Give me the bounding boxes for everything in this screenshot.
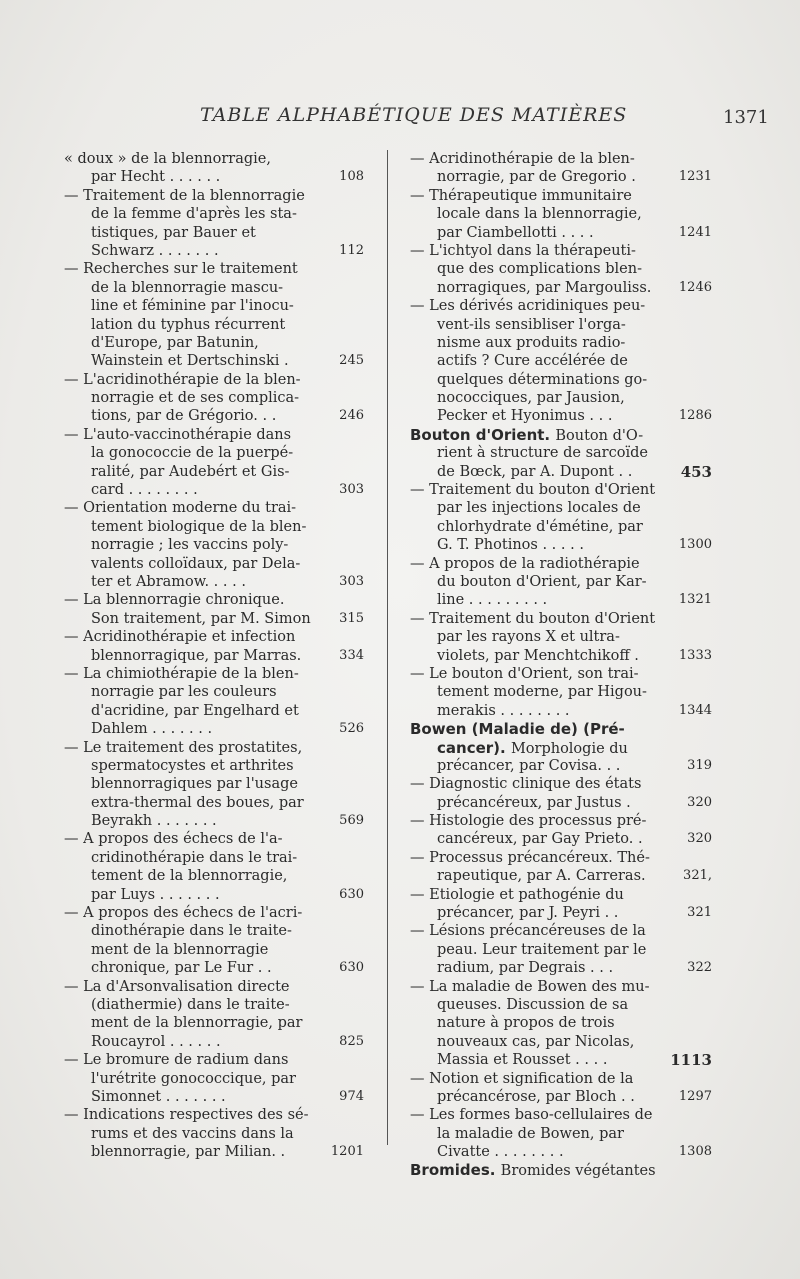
entry-line	[64, 849, 364, 867]
entry-text: blennorragiques par l'usage	[91, 776, 298, 793]
entry-line	[64, 628, 364, 646]
index-entry	[410, 1106, 712, 1161]
entry-text: — A propos de la radiothérapie	[410, 555, 640, 572]
entry-text: précancer, par J. Peyri . .	[437, 905, 619, 922]
entry-text: Bromides végétantes	[500, 1163, 656, 1180]
index-entry	[410, 849, 712, 886]
entry-text: — Recherches sur le traitement	[64, 261, 298, 278]
entry-text: précancérose, par Bloch . .	[437, 1088, 635, 1105]
entry-text: queuses. Discussion de sa	[437, 996, 629, 1013]
entry-line	[64, 739, 364, 757]
entry-line	[64, 978, 364, 996]
entry-text: merakis . . . . . . . .	[437, 702, 570, 719]
entry-text: tement moderne, par Higou-	[437, 684, 647, 701]
page-number: 1371	[723, 107, 769, 128]
page-reference: 974	[339, 1088, 364, 1104]
entry-text: chlorhydrate d'émétine, par	[437, 518, 643, 535]
entry-text: — Traitement du bouton d'Orient	[410, 610, 656, 627]
entry-text: de la femme d'après les sta-	[91, 206, 297, 223]
entry-text: ter et Abramow. . . . .	[91, 573, 246, 590]
entry-text: valents colloïdaux, par Dela-	[91, 555, 301, 572]
entry-text: spermatocystes et arthrites	[91, 757, 294, 774]
entry-text: la maladie de Bowen, par	[437, 1125, 624, 1142]
page-reference: 1344	[678, 702, 712, 718]
entry-text: précancer, par Covisa. . .	[437, 757, 621, 774]
entry-text: par les rayons X et ultra-	[437, 629, 620, 646]
entry-line	[410, 1143, 712, 1161]
entry-text: norragie et de ses complica-	[91, 390, 300, 407]
page-reference: 246	[339, 408, 364, 424]
entry-text: norragie ; les vaccins poly-	[91, 537, 289, 554]
entry-line	[410, 518, 712, 536]
page-reference: 1321	[678, 592, 712, 608]
entry-text: peau. Leur traitement par le	[437, 941, 647, 958]
entry-text: Bouton d'O-	[555, 427, 644, 444]
entry-line	[410, 720, 712, 738]
entry-text: rapeutique, par A. Carreras.	[437, 868, 646, 885]
index-entry	[64, 426, 364, 500]
entry-text: — Les dérivés acridiniques peu-	[410, 298, 646, 315]
entry-line	[64, 426, 364, 444]
entry-line	[410, 444, 712, 462]
entry-line	[410, 610, 712, 628]
entry-line	[410, 904, 712, 922]
entry-text: Dahlem . . . . . . .	[91, 721, 213, 738]
page-reference: 303	[339, 482, 364, 498]
entry-text: norragie, par de Gregorio .	[437, 169, 636, 186]
entry-text: de la blennorragie mascu-	[91, 279, 284, 296]
entry-line	[64, 297, 364, 315]
entry-line	[64, 720, 364, 738]
entry-line	[410, 849, 712, 867]
entry-line	[410, 389, 712, 407]
index-entry	[64, 904, 364, 978]
page-reference: 1297	[678, 1088, 712, 1104]
entry-line	[64, 1143, 364, 1161]
page-reference: 112	[339, 242, 364, 258]
index-entry	[64, 978, 364, 1052]
entry-text: — Indications respectives des sé-	[64, 1107, 309, 1124]
entry-line	[64, 573, 364, 591]
entry-line	[410, 1033, 712, 1051]
entry-line	[410, 978, 712, 996]
index-entry	[410, 555, 712, 610]
entry-text: Beyrakh . . . . . . .	[91, 813, 217, 830]
entry-line	[410, 922, 712, 940]
entry-text: nisme aux produits radio-	[437, 334, 626, 351]
entry-line	[64, 830, 364, 848]
index-entry	[64, 150, 364, 187]
index-entry	[64, 591, 364, 628]
index-entry	[410, 922, 712, 977]
page-reference: 1201	[330, 1144, 364, 1160]
entry-line	[64, 886, 364, 904]
index-column-left	[64, 150, 364, 1161]
index-entry	[410, 610, 712, 665]
entry-line	[410, 739, 712, 757]
entry-line	[410, 757, 712, 775]
entry-line	[410, 1070, 712, 1088]
page-reference: 453	[680, 462, 712, 481]
entry-line	[410, 371, 712, 389]
entry-text: Pecker et Hyonimus . . .	[437, 408, 613, 425]
entry-line	[410, 1051, 712, 1069]
entry-line	[64, 1125, 364, 1143]
entry-text: tement biologique de la blen-	[91, 518, 307, 535]
index-entry	[64, 628, 364, 665]
entry-text: line et féminine par l'inocu-	[91, 298, 294, 315]
entry-text: — L'ichtyol dans la thérapeuti-	[410, 242, 636, 259]
page-title: TABLE ALPHABÉTIQUE DES MATIÈRES	[200, 104, 628, 126]
entry-line	[64, 316, 364, 334]
entry-line	[64, 536, 364, 554]
entry-line	[410, 168, 712, 186]
entry-text: Schwarz . . . . . . .	[91, 242, 219, 259]
column-divider	[387, 150, 388, 1145]
page-reference: 1231	[678, 169, 712, 185]
entry-text: — Le traitement des prostatites,	[64, 739, 303, 756]
entry-line	[410, 1161, 712, 1179]
index-entry	[64, 187, 364, 261]
entry-text: (diathermie) dans le traite-	[91, 996, 290, 1013]
entry-text: — L'auto-vaccinothérapie dans	[64, 426, 292, 443]
entry-line	[410, 352, 712, 370]
entry-line	[64, 187, 364, 205]
entry-text: — Orientation moderne du trai-	[64, 500, 297, 517]
entry-line	[64, 959, 364, 977]
entry-line	[410, 996, 712, 1014]
entry-text: — A propos des échecs de l'acri-	[64, 905, 303, 922]
entry-text: radium, par Degrais . . .	[437, 960, 614, 977]
entry-text: ralité, par Audebért et Gis-	[91, 463, 290, 480]
entry-line	[410, 187, 712, 205]
entry-text: — La maladie de Bowen des mu-	[410, 978, 650, 995]
entry-text: — Le bromure de radium dans	[64, 1052, 289, 1069]
entry-line	[64, 1070, 364, 1088]
entry-line	[64, 205, 364, 223]
page-reference: 322	[687, 960, 712, 976]
entry-line	[410, 959, 712, 977]
entry-text: chronique, par Le Fur . .	[91, 960, 272, 977]
entry-text: vent-ils sensibliser l'orga-	[437, 316, 626, 333]
entry-line	[64, 904, 364, 922]
entry-line	[64, 922, 364, 940]
entry-text: d'acridine, par Engelhard et	[91, 702, 299, 719]
entry-line	[410, 297, 712, 315]
entry-line	[410, 481, 712, 499]
entry-line	[64, 352, 364, 370]
entry-line	[64, 1088, 364, 1106]
entry-line	[410, 150, 712, 168]
entry-text: Civatte . . . . . . . .	[437, 1144, 564, 1161]
entry-line	[64, 794, 364, 812]
entry-heading: Bouton d'Orient.	[410, 425, 556, 444]
entry-line	[410, 224, 712, 242]
entry-heading: Bowen (Maladie de) (Pré-	[410, 720, 625, 739]
entry-line	[64, 407, 364, 425]
entry-text: line . . . . . . . . .	[437, 592, 548, 609]
index-entry	[410, 665, 712, 720]
entry-line	[410, 794, 712, 812]
index-column-right	[410, 150, 712, 1180]
entry-line	[410, 941, 712, 959]
page-reference: 569	[339, 813, 364, 829]
entry-line	[410, 775, 712, 793]
entry-line	[64, 775, 364, 793]
entry-line	[410, 1125, 712, 1143]
entry-text: de Bœck, par A. Dupont . .	[437, 463, 633, 480]
entry-text: ment de la blennorragie, par	[91, 1015, 303, 1032]
page-reference: 334	[339, 647, 364, 663]
index-entry	[64, 1106, 364, 1161]
page-reference: 245	[339, 353, 364, 369]
entry-line	[64, 444, 364, 462]
entry-line	[64, 941, 364, 959]
entry-text: — Les formes baso-cellulaires de	[410, 1107, 653, 1124]
entry-text: — Thérapeutique immunitaire	[410, 187, 632, 204]
page-reference: 630	[339, 960, 364, 976]
entry-line	[64, 1033, 364, 1051]
index-entry	[64, 371, 364, 426]
entry-text: Morphologie du	[510, 740, 628, 757]
entry-text: — Etiologie et pathogénie du	[410, 886, 624, 903]
entry-line	[64, 812, 364, 830]
page-reference: 315	[339, 610, 364, 626]
entry-text: extra-thermal des boues, par	[91, 794, 304, 811]
entry-text: par Hecht . . . . . .	[91, 169, 221, 186]
entry-line	[64, 260, 364, 278]
entry-text: norragiques, par Margouliss.	[437, 279, 652, 296]
entry-text: précancéreux, par Justus .	[437, 794, 631, 811]
entry-text: blennorragie, par Milian. .	[91, 1144, 286, 1161]
entry-text: nouveaux cas, par Nicolas,	[437, 1033, 635, 1050]
entry-line	[410, 886, 712, 904]
entry-line	[64, 683, 364, 701]
entry-line	[410, 407, 712, 425]
entry-line	[64, 481, 364, 499]
index-entry	[410, 720, 712, 775]
index-entry	[410, 886, 712, 923]
entry-line	[410, 628, 712, 646]
page-reference: 630	[339, 886, 364, 902]
entry-text: Wainstein et Dertschinski .	[91, 353, 289, 370]
entry-text: — Le bouton d'Orient, son trai-	[410, 665, 639, 682]
entry-line	[410, 573, 712, 591]
entry-text: G. T. Photinos . . . . .	[437, 537, 584, 554]
index-entry	[410, 1161, 712, 1179]
entry-text: — A propos des échecs de l'a-	[64, 831, 283, 848]
entry-text: la gonococcie de la puerpé-	[91, 445, 294, 462]
entry-text: d'Europe, par Batunin,	[91, 334, 259, 351]
entry-line	[410, 334, 712, 352]
entry-text: violets, par Menchtchikoff .	[437, 647, 639, 664]
entry-line	[64, 150, 364, 168]
entry-text: — La chimiothérapie de la blen-	[64, 665, 299, 682]
entry-text: rient à structure de sarcoïde	[437, 445, 648, 462]
entry-text: cancéreux, par Gay Prieto. .	[437, 831, 643, 848]
index-entry	[64, 1051, 364, 1106]
entry-text: actifs ? Cure accélérée de	[437, 353, 628, 370]
entry-text: nococciques, par Jausion,	[437, 390, 625, 407]
entry-text: tement de la blennorragie,	[91, 868, 288, 885]
entry-line	[64, 242, 364, 260]
page-reference: 825	[339, 1033, 364, 1049]
entry-line	[64, 499, 364, 517]
entry-text: card . . . . . . . .	[91, 482, 198, 499]
entry-text: — Traitement de la blennorragie	[64, 187, 305, 204]
entry-text: que des complications blen-	[437, 261, 642, 278]
entry-line	[64, 1106, 364, 1124]
index-entry	[410, 1070, 712, 1107]
entry-line	[64, 665, 364, 683]
page-reference: 108	[339, 169, 364, 185]
entry-line	[64, 389, 364, 407]
page-reference: 321,	[683, 868, 712, 884]
entry-text: norragie par les couleurs	[91, 684, 277, 701]
page-reference: 526	[339, 721, 364, 737]
entry-line	[64, 1051, 364, 1069]
entry-line	[64, 591, 364, 609]
entry-text: — Diagnostic clinique des états	[410, 776, 642, 793]
index-entry	[410, 242, 712, 297]
entry-text: par Luys . . . . . . .	[91, 886, 220, 903]
page-reference: 1246	[678, 279, 712, 295]
entry-text: — Acridinothérapie et infection	[64, 629, 296, 646]
entry-line	[410, 242, 712, 260]
entry-line	[410, 426, 712, 444]
entry-line	[64, 279, 364, 297]
entry-line	[410, 1088, 712, 1106]
entry-line	[410, 647, 712, 665]
page-reference: 1113	[670, 1051, 712, 1070]
entry-text: tistiques, par Bauer et	[91, 224, 256, 241]
entry-line	[64, 463, 364, 481]
page-reference: 1286	[678, 408, 712, 424]
entry-text: blennorragique, par Marras.	[91, 647, 302, 664]
entry-text: locale dans la blennorragie,	[437, 206, 642, 223]
entry-line	[410, 463, 712, 481]
entry-line	[410, 1106, 712, 1124]
entry-line	[410, 665, 712, 683]
entry-text: par Ciambellotti . . . .	[437, 224, 594, 241]
entry-text: cridinothérapie dans le trai-	[91, 849, 298, 866]
entry-line	[64, 224, 364, 242]
page-reference: 320	[687, 831, 712, 847]
entry-text: du bouton d'Orient, par Kar-	[437, 573, 647, 590]
index-entry	[410, 297, 712, 426]
page-reference: 1333	[678, 647, 712, 663]
index-entry	[410, 150, 712, 187]
page-reference: 1241	[678, 224, 712, 240]
entry-text: lation du typhus récurrent	[91, 316, 286, 333]
entry-line	[410, 499, 712, 517]
entry-line	[410, 205, 712, 223]
index-entry	[410, 978, 712, 1070]
entry-line	[64, 371, 364, 389]
entry-line	[64, 610, 364, 628]
page-reference: 320	[687, 794, 712, 810]
index-entry	[410, 481, 712, 555]
entry-text: — Traitement du bouton d'Orient	[410, 482, 656, 499]
entry-text: l'urétrite gonococcique, par	[91, 1070, 296, 1087]
entry-text: tions, par de Grégorio. . .	[91, 408, 277, 425]
entry-text: ment de la blennorragie	[91, 941, 269, 958]
entry-text: — Processus précancéreux. Thé-	[410, 849, 650, 866]
index-entry	[64, 665, 364, 739]
index-entry	[410, 426, 712, 481]
page-reference: 1300	[678, 537, 712, 553]
entry-line	[410, 812, 712, 830]
page-reference: 319	[687, 757, 712, 773]
index-entry	[64, 499, 364, 591]
entry-line	[410, 1014, 712, 1032]
index-entry	[64, 830, 364, 904]
running-header	[0, 104, 800, 134]
index-entry	[410, 775, 712, 812]
entry-text: Roucayrol . . . . . .	[91, 1033, 221, 1050]
index-entry	[410, 187, 712, 242]
entry-text: Simonnet . . . . . . .	[91, 1088, 226, 1105]
index-entry	[64, 260, 364, 370]
index-entry	[410, 812, 712, 849]
entry-line	[64, 996, 364, 1014]
entry-line	[410, 830, 712, 848]
entry-line	[64, 702, 364, 720]
entry-text: — Lésions précancéreuses de la	[410, 923, 646, 940]
entry-line	[410, 555, 712, 573]
entry-text: quelques déterminations go-	[437, 371, 648, 388]
entry-line	[410, 683, 712, 701]
page-reference: 1308	[678, 1144, 712, 1160]
entry-text: « doux » de la blennorragie,	[64, 151, 271, 167]
entry-text: nature à propos de trois	[437, 1015, 615, 1032]
entry-line	[64, 647, 364, 665]
entry-line	[64, 168, 364, 186]
entry-line	[64, 1014, 364, 1032]
entry-text: — L'acridinothérapie de la blen-	[64, 371, 301, 388]
entry-text: rums et des vaccins dans la	[91, 1125, 294, 1142]
entry-line	[410, 702, 712, 720]
entry-line	[410, 867, 712, 885]
entry-text: Massia et Rousset . . . .	[437, 1052, 608, 1069]
entry-text: — La d'Arsonvalisation directe	[64, 978, 290, 995]
entry-line	[64, 518, 364, 536]
entry-text: — Histologie des processus pré-	[410, 813, 647, 830]
entry-text: dinothérapie dans le traite-	[91, 923, 292, 940]
entry-line	[64, 867, 364, 885]
entry-line	[410, 536, 712, 554]
page-reference: 321	[687, 905, 712, 921]
entry-line	[64, 334, 364, 352]
entry-line	[64, 555, 364, 573]
entry-text: — Notion et signification de la	[410, 1070, 634, 1087]
page-reference: 303	[339, 573, 364, 589]
entry-text: — Acridinothérapie de la blen-	[410, 151, 635, 167]
index-entry	[64, 739, 364, 831]
entry-line	[64, 757, 364, 775]
entry-line	[410, 260, 712, 278]
entry-line	[410, 279, 712, 297]
entry-line	[410, 591, 712, 609]
entry-text: — La blennorragie chronique.	[64, 592, 285, 609]
entry-heading: cancer).	[437, 738, 511, 757]
entry-text: Son traitement, par M. Simon	[91, 610, 311, 627]
entry-line	[410, 316, 712, 334]
entry-heading: Bromides.	[410, 1161, 501, 1180]
entry-text: par les injections locales de	[437, 500, 641, 517]
